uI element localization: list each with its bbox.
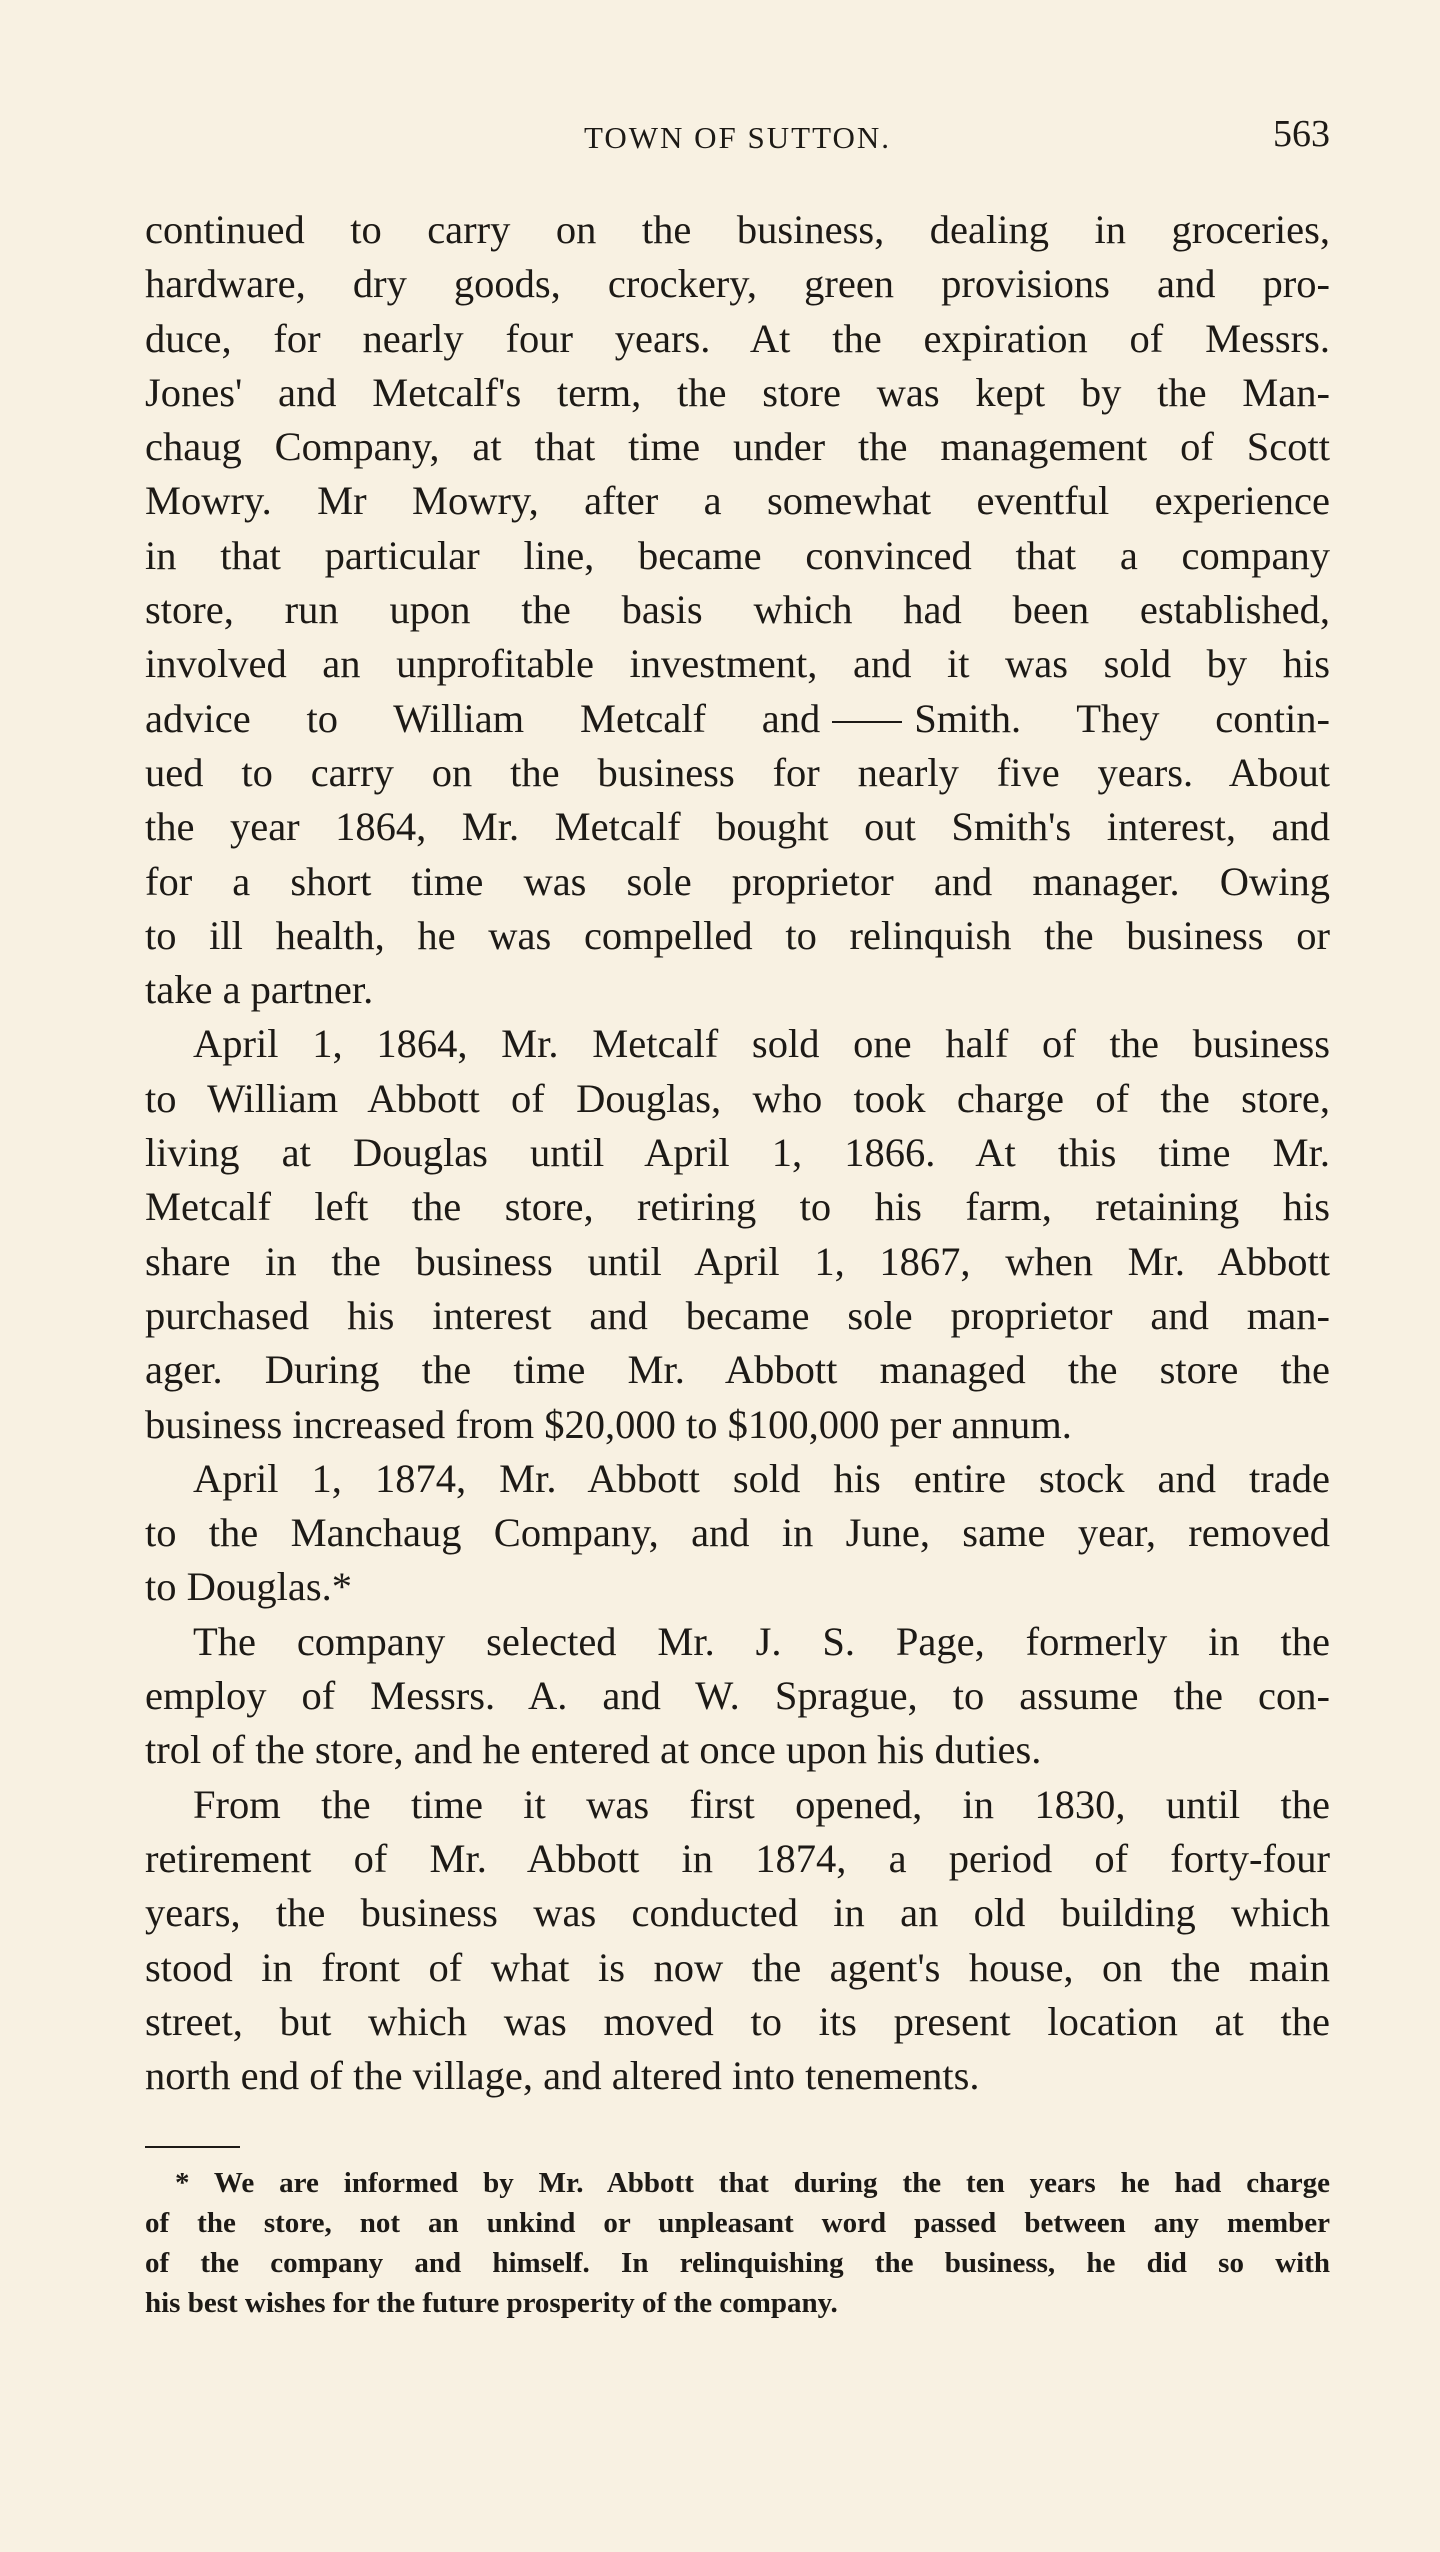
text-line: retirement of Mr. Abbott in 1874, a period of forty-four (145, 1835, 1330, 1881)
text-line: ued to carry on the business for nearly five years. About (145, 749, 1330, 795)
footnote-separator (145, 2146, 240, 2148)
running-head (145, 112, 1330, 162)
text-line: duce, for nearly four years. At the expiration of Messrs. (145, 315, 1330, 361)
text-segment: advice to William Metcalf and (145, 695, 821, 741)
text-line: business increased from $20,000 to $100,000 per annum. (145, 1401, 1072, 1447)
text-line: purchased his interest and became sole proprietor and man- (145, 1292, 1330, 1338)
text-line: to Douglas.* (145, 1564, 352, 1610)
text-line: take a partner. (145, 967, 374, 1013)
text-line: ager. During the time Mr. Abbott managed the store the (145, 1347, 1330, 1393)
footnote-line: of the store, not an unkind or unpleasant word passed between any member (145, 2207, 1330, 2239)
text-line: From the time it was first opened, in 1830, until the (193, 1781, 1330, 1827)
body-text (145, 203, 1330, 2103)
text-line: involved an unprofitable investment, and it was sold by his (145, 641, 1330, 687)
text-line: continued to carry on the business, dealing in groceries, (145, 207, 1330, 252)
text-line: hardware, dry goods, crockery, green provisions and pro- (145, 261, 1330, 307)
text-line: Metcalf left the store, retiring to his farm, retaining his (145, 1184, 1330, 1230)
text-line: the year 1864, Mr. Metcalf bought out Smith's interest, and (145, 804, 1330, 850)
text-line: to William Abbott of Douglas, who took charge of the store, (145, 1075, 1330, 1121)
text-line: store, run upon the basis which had been established, (145, 587, 1330, 633)
text-line: The company selected Mr. J. S. Page, formerly in the (193, 1618, 1330, 1664)
text-line: to the Manchaug Company, and in June, same year, removed (145, 1510, 1330, 1556)
text-line: living at Douglas until April 1, 1866. At this time Mr. (145, 1130, 1330, 1176)
page-number: 563 (1273, 113, 1330, 155)
text-line: north end of the village, and altered into tenements. (145, 2053, 980, 2099)
footnote-line: of the company and himself. In relinquishing the business, he did so with (145, 2247, 1330, 2279)
text-line: April 1, 1864, Mr. Metcalf sold one half of the business (193, 1021, 1330, 1067)
footnote (145, 2163, 1330, 2323)
text-line: stood in front of what is now the agent's house, on the main (145, 1944, 1330, 1990)
text-line-with-dash (145, 692, 1330, 746)
text-line: to ill health, he was compelled to relinquish the business or (145, 912, 1330, 958)
text-segment: Smith. They contin- (914, 695, 1331, 741)
text-line: trol of the store, and he entered at once upon his duties. (145, 1727, 1042, 1773)
text-line: Mowry. Mr Mowry, after a somewhat eventful experience (145, 478, 1330, 524)
text-line: in that particular line, became convinced that a company (145, 532, 1330, 578)
footnote-line: * We are informed by Mr. Abbott that during the ten years he had charge (175, 2167, 1330, 2199)
text-line: April 1, 1874, Mr. Abbott sold his entire stock and trade (193, 1455, 1330, 1501)
text-line: Jones' and Metcalf's term, the store was kept by the Man- (145, 369, 1330, 415)
running-title: TOWN OF SUTTON. (583, 120, 891, 155)
text-line: chaug Company, at that time under the management of Scott (145, 424, 1330, 470)
text-line: street, but which was moved to its present location at the (145, 1998, 1330, 2044)
text-line: employ of Messrs. A. and W. Sprague, to assume the con- (145, 1673, 1330, 1719)
text-line: years, the business was conducted in an old building which (145, 1890, 1330, 1936)
text-line: for a short time was sole proprietor and manager. Owing (145, 858, 1330, 904)
footnote-line: his best wishes for the future prosperity of the company. (145, 2287, 838, 2319)
text-line: share in the business until April 1, 1867, when Mr. Abbott (145, 1238, 1330, 1284)
em-dash-rule (832, 721, 902, 723)
